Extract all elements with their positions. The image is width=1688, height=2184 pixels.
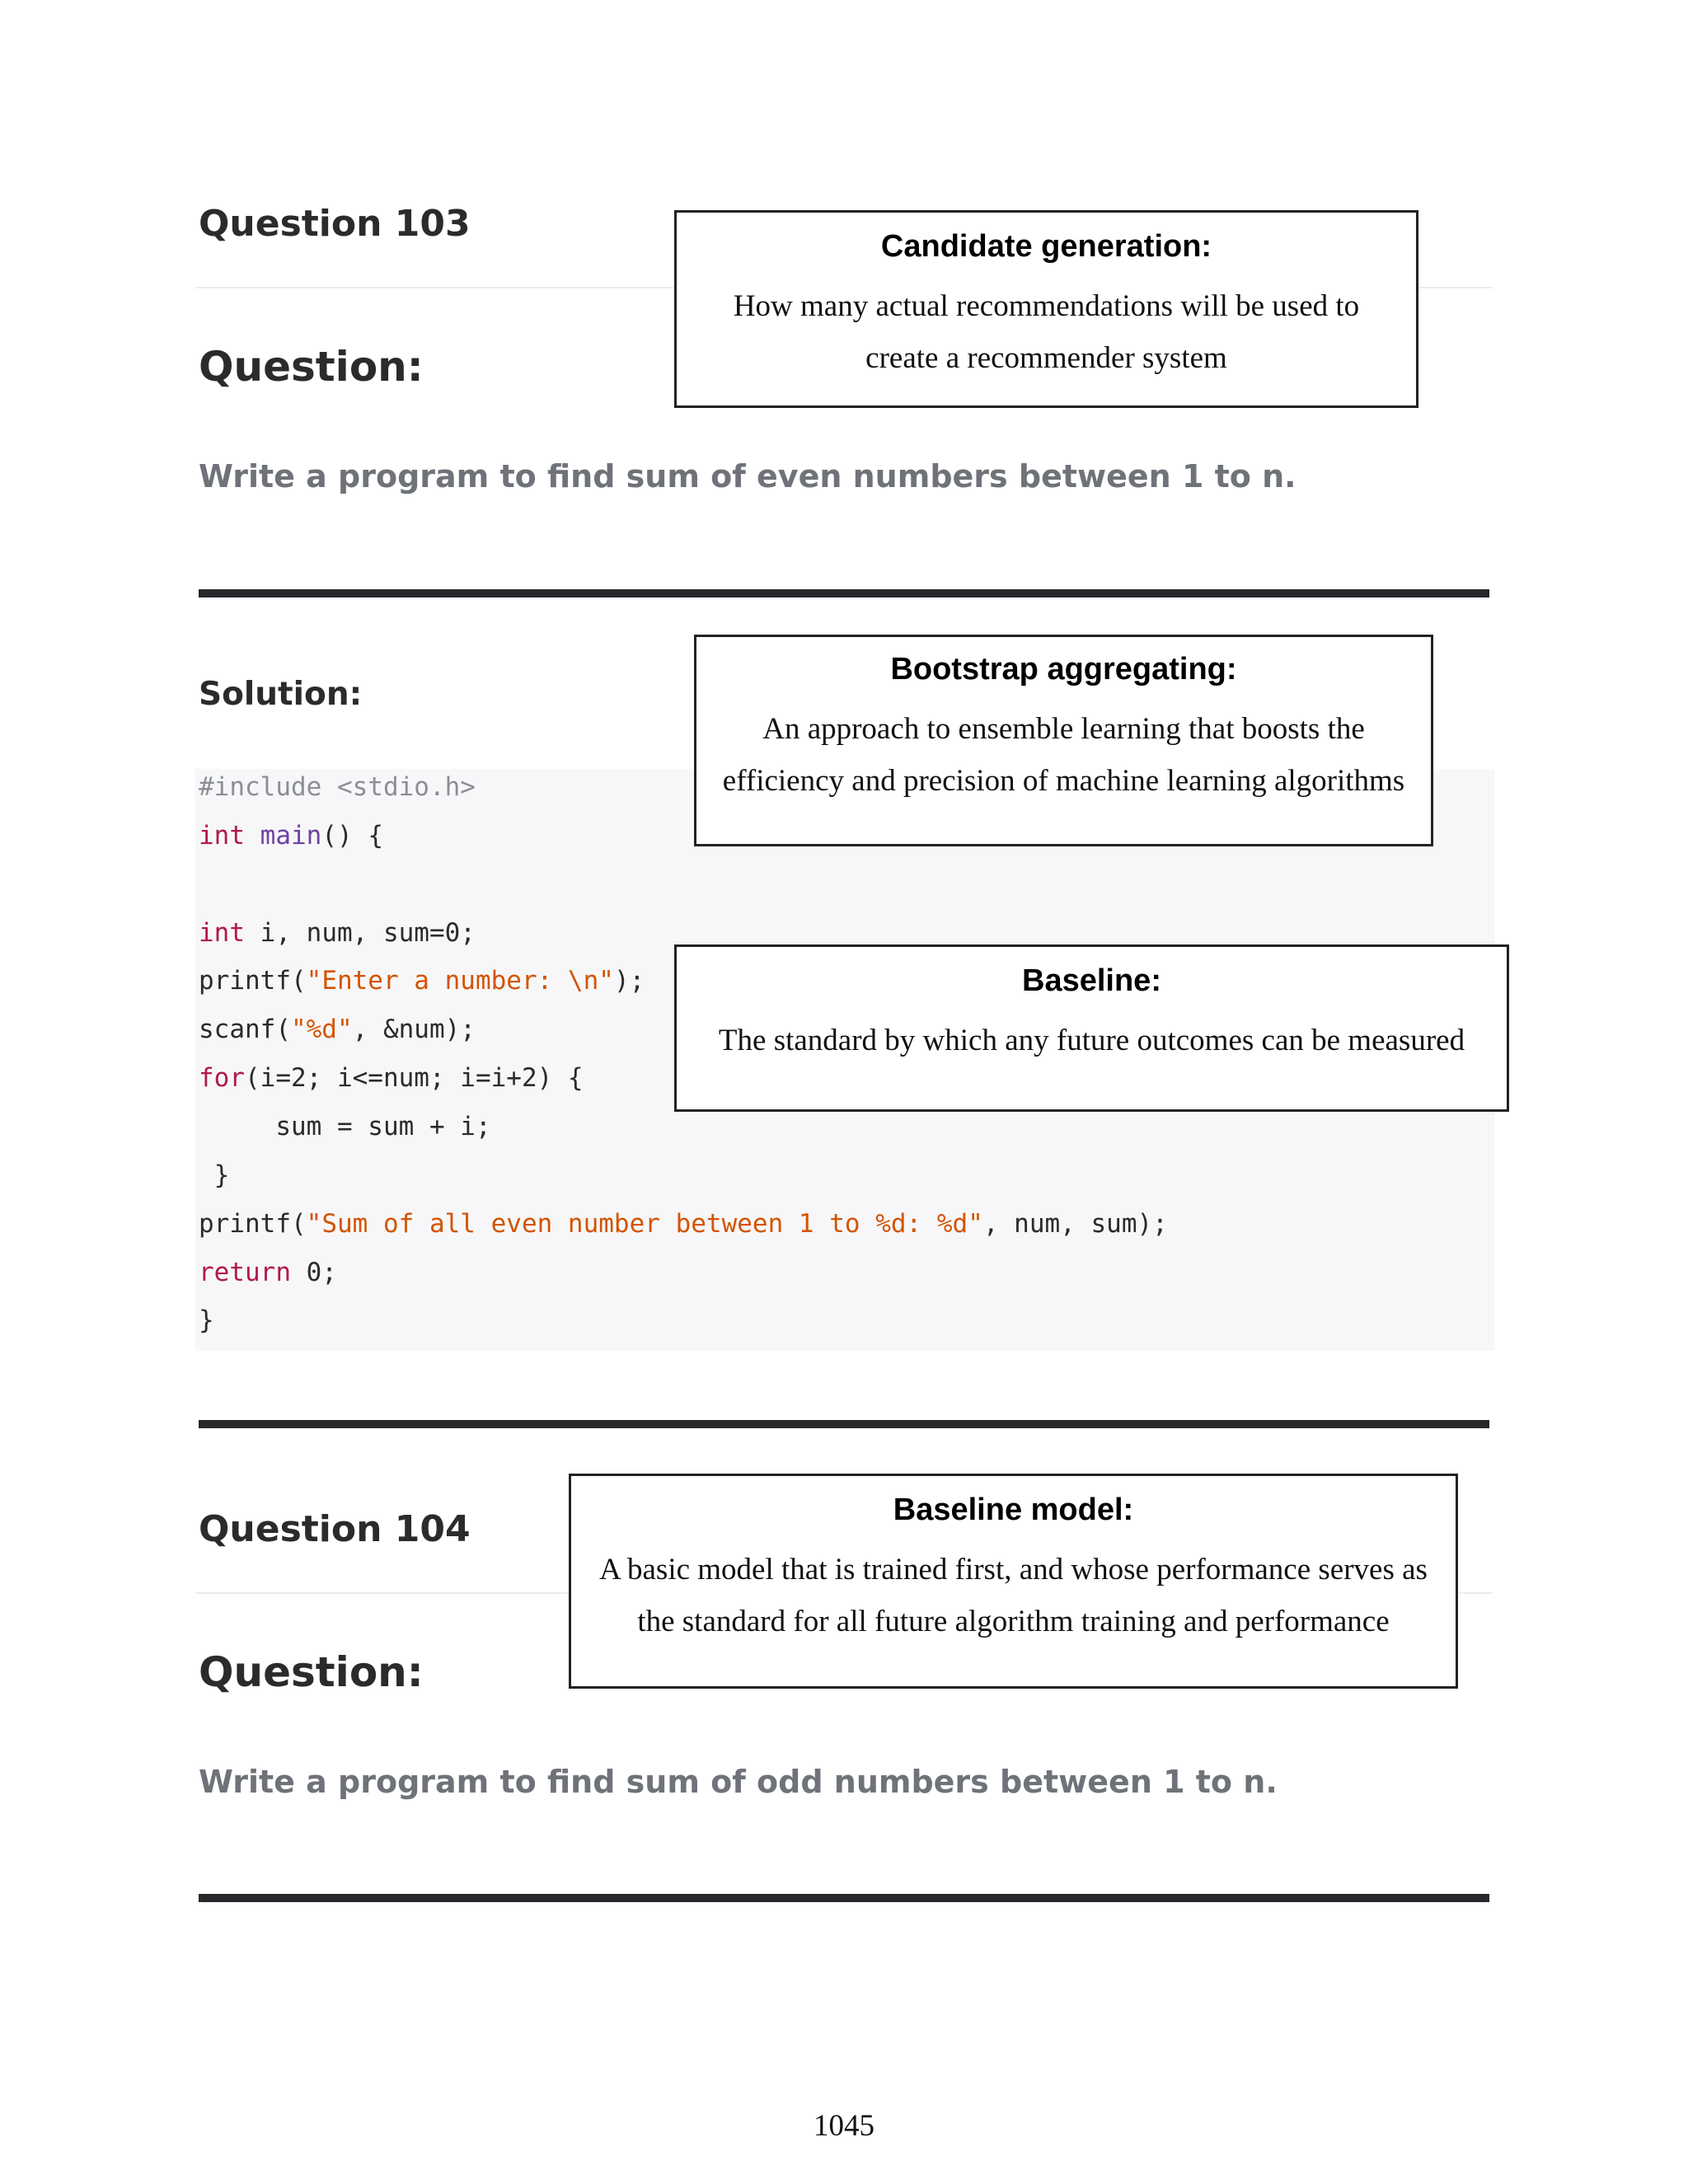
definition-text: the standard for all future algorithm training and performance [637, 1605, 1390, 1638]
definition-box-bootstrap-aggregating [694, 635, 1433, 846]
definition-text: The standard by which any future outcomes can be measured [718, 1024, 1465, 1057]
code-line-10: return 0; [199, 1258, 337, 1287]
code-line-11: } [199, 1305, 214, 1335]
question-103-label: Question: [199, 343, 424, 391]
code-line-9: printf("Sum of all even number between 1 to %d: %d", num, sum); [199, 1209, 1168, 1239]
code-line-3: int i, num, sum=0; [199, 918, 476, 948]
section-divider [199, 1420, 1489, 1428]
definition-box-baseline [674, 944, 1509, 1112]
question-103-title: Question 103 [199, 203, 471, 245]
code-line-7: sum = sum + i; [199, 1112, 491, 1141]
code-line-8: } [199, 1160, 230, 1190]
code-line-1: #include <stdio.h> [199, 772, 476, 802]
definition-text: How many actual recommendations will be used to [733, 289, 1360, 323]
section-divider [199, 589, 1489, 598]
question-104-prompt: Write a program to find sum of odd numbers between 1 to n. [199, 1764, 1278, 1800]
question-104-label: Question: [199, 1648, 424, 1696]
question-104-title: Question 104 [199, 1508, 471, 1550]
section-divider [199, 1894, 1489, 1902]
page-number: 1045 [814, 2109, 874, 2143]
definition-term: Bootstrap aggregating: [890, 652, 1237, 687]
code-line-4: printf("Enter a number: \n"); [199, 966, 645, 996]
definition-text: create a recommender system [865, 341, 1227, 375]
definition-term: Baseline model: [893, 1493, 1134, 1527]
code-line-5: scanf("%d", &num); [199, 1015, 476, 1044]
definition-box-baseline-model [569, 1474, 1458, 1689]
definition-term: Baseline: [1022, 963, 1161, 998]
code-line-6: for(i=2; i<=num; i=i+2) { [199, 1063, 584, 1093]
question-103-prompt: Write a program to find sum of even numbers between 1 to n. [199, 458, 1296, 494]
code-line-2: int main() { [199, 821, 383, 851]
definition-box-candidate-generation [674, 210, 1418, 408]
definition-text: An approach to ensemble learning that boosts the [762, 712, 1365, 746]
solution-label: Solution: [199, 676, 363, 713]
definition-term: Candidate generation: [880, 229, 1212, 264]
definition-text: A basic model that is trained first, and whose performance serves as [599, 1553, 1428, 1586]
definition-text: efficiency and precision of machine learning algorithms [722, 764, 1405, 798]
